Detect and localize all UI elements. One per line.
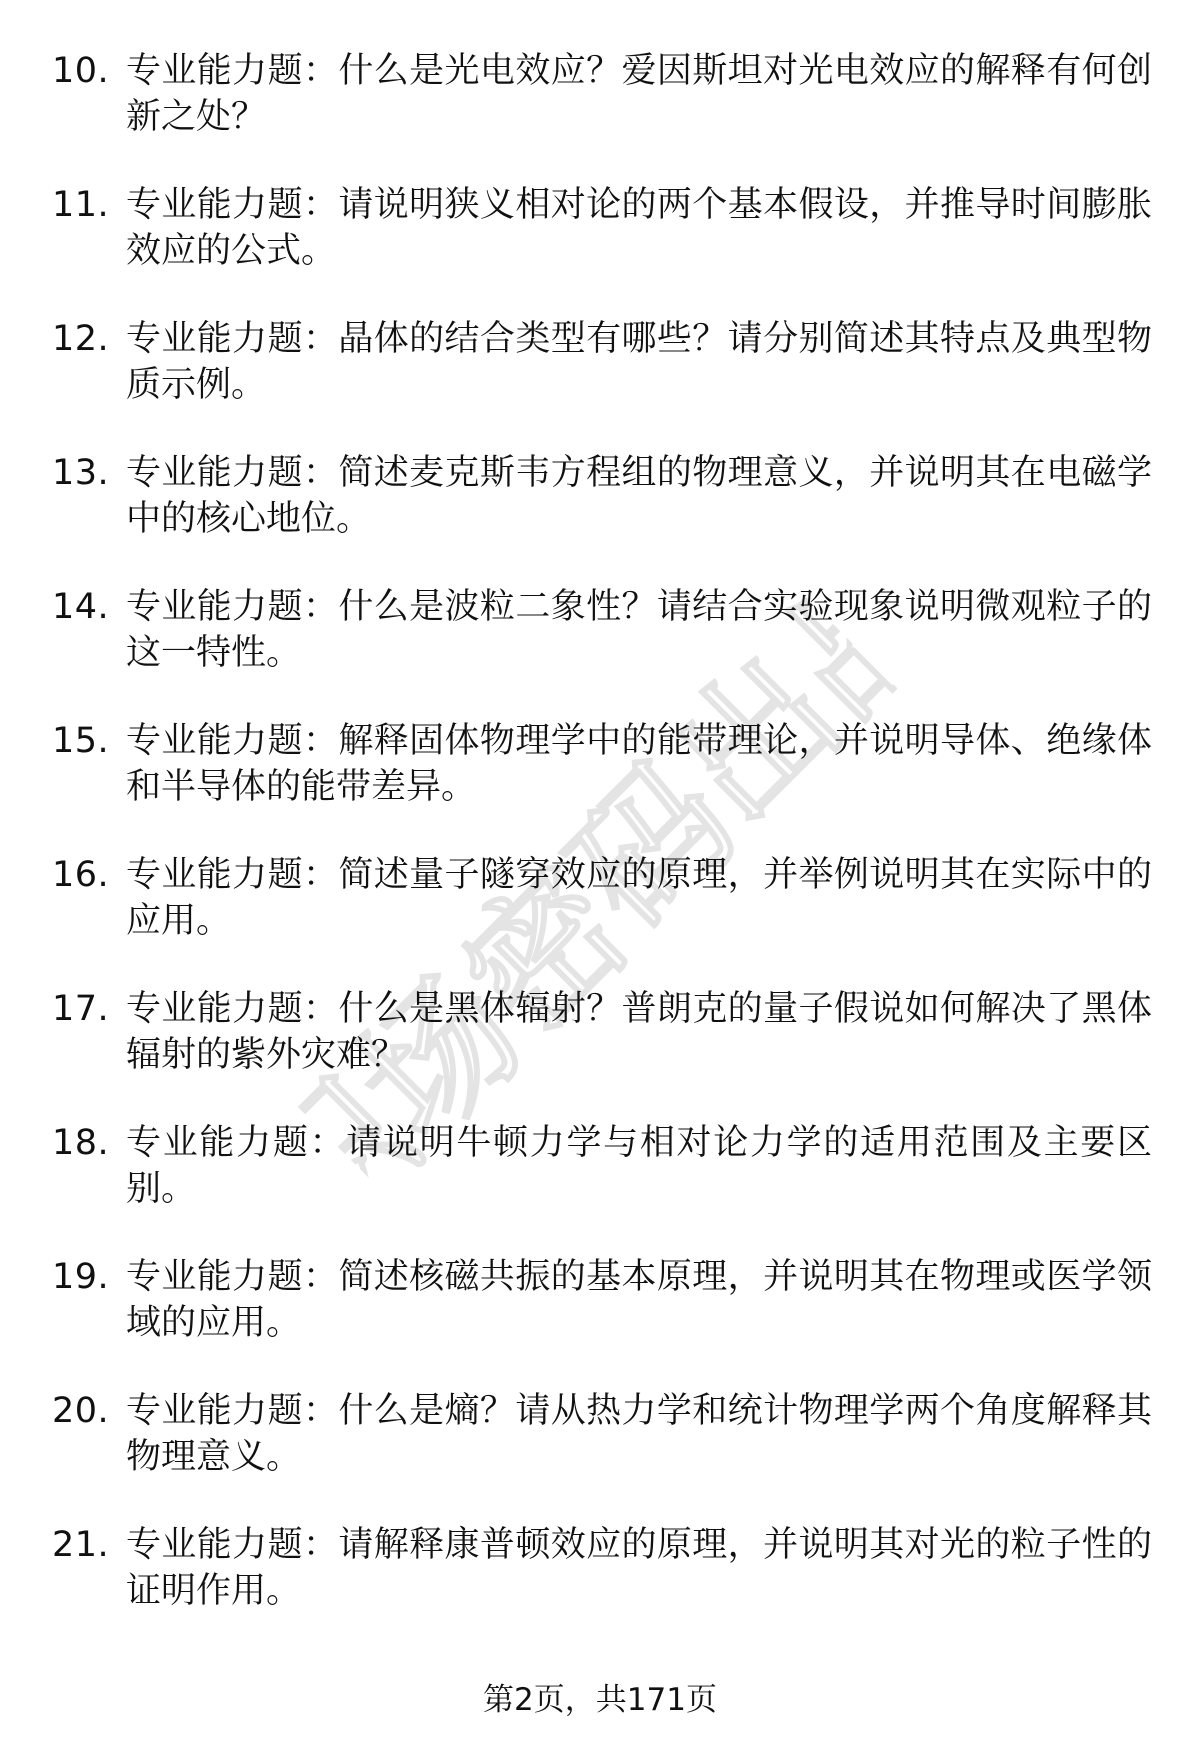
question-number: 16. [52, 855, 110, 895]
question-text: 专业能力题：简述麦克斯韦方程组的物理意义，并说明其在电磁学中的核心地位。 [126, 453, 1152, 539]
question-text: 专业能力题：简述核磁共振的基本原理，并说明其在物理或医学领域的应用。 [126, 1257, 1152, 1343]
page-number-label: 第2页，共171页 [483, 1682, 717, 1718]
question-number: 17. [52, 989, 110, 1029]
page-footer [0, 1680, 1200, 1720]
question-text: 专业能力题：请说明狭义相对论的两个基本假设，并推导时间膨胀效应的公式。 [126, 185, 1152, 271]
question-text: 专业能力题：什么是熵？请从热力学和统计物理学两个角度解释其物理意义。 [126, 1391, 1152, 1477]
question-number: 21. [52, 1525, 110, 1565]
question-text: 专业能力题：简述量子隧穿效应的原理，并举例说明其在实际中的应用。 [126, 855, 1152, 941]
question-number: 19. [52, 1257, 110, 1297]
question-number: 15. [52, 721, 110, 761]
question-text: 专业能力题：请解释康普顿效应的原理，并说明其对光的粒子性的证明作用。 [126, 1525, 1152, 1611]
question-item [52, 450, 1152, 542]
question-number: 18. [52, 1123, 110, 1163]
question-number: 14. [52, 587, 110, 627]
question-item [52, 182, 1152, 274]
question-text: 专业能力题：解释固体物理学中的能带理论，并说明导体、绝缘体和半导体的能带差异。 [126, 721, 1152, 807]
watermark-text: 职场密码出品 [260, 560, 940, 1240]
question-text: 专业能力题：晶体的结合类型有哪些？请分别简述其特点及典型物质示例。 [126, 319, 1152, 405]
question-item [52, 1120, 1152, 1212]
question-list [52, 48, 1152, 1656]
question-number: 20. [52, 1391, 110, 1431]
question-item [52, 316, 1152, 408]
question-item [52, 1254, 1152, 1346]
question-item [52, 584, 1152, 676]
question-item [52, 1522, 1152, 1614]
question-text: 专业能力题：什么是黑体辐射？普朗克的量子假说如何解决了黑体辐射的紫外灾难？ [126, 989, 1152, 1075]
question-item [52, 986, 1152, 1078]
question-item [52, 718, 1152, 810]
question-number: 11. [52, 185, 110, 225]
question-item [52, 48, 1152, 140]
question-number: 10. [52, 51, 110, 91]
question-item [52, 852, 1152, 944]
question-number: 13. [52, 453, 110, 493]
question-item [52, 1388, 1152, 1480]
question-text: 专业能力题：什么是光电效应？爱因斯坦对光电效应的解释有何创新之处？ [126, 51, 1152, 137]
question-number: 12. [52, 319, 110, 359]
question-text: 专业能力题：请说明牛顿力学与相对论力学的适用范围及主要区别。 [126, 1123, 1152, 1209]
question-text: 专业能力题：什么是波粒二象性？请结合实验现象说明微观粒子的这一特性。 [126, 587, 1152, 673]
